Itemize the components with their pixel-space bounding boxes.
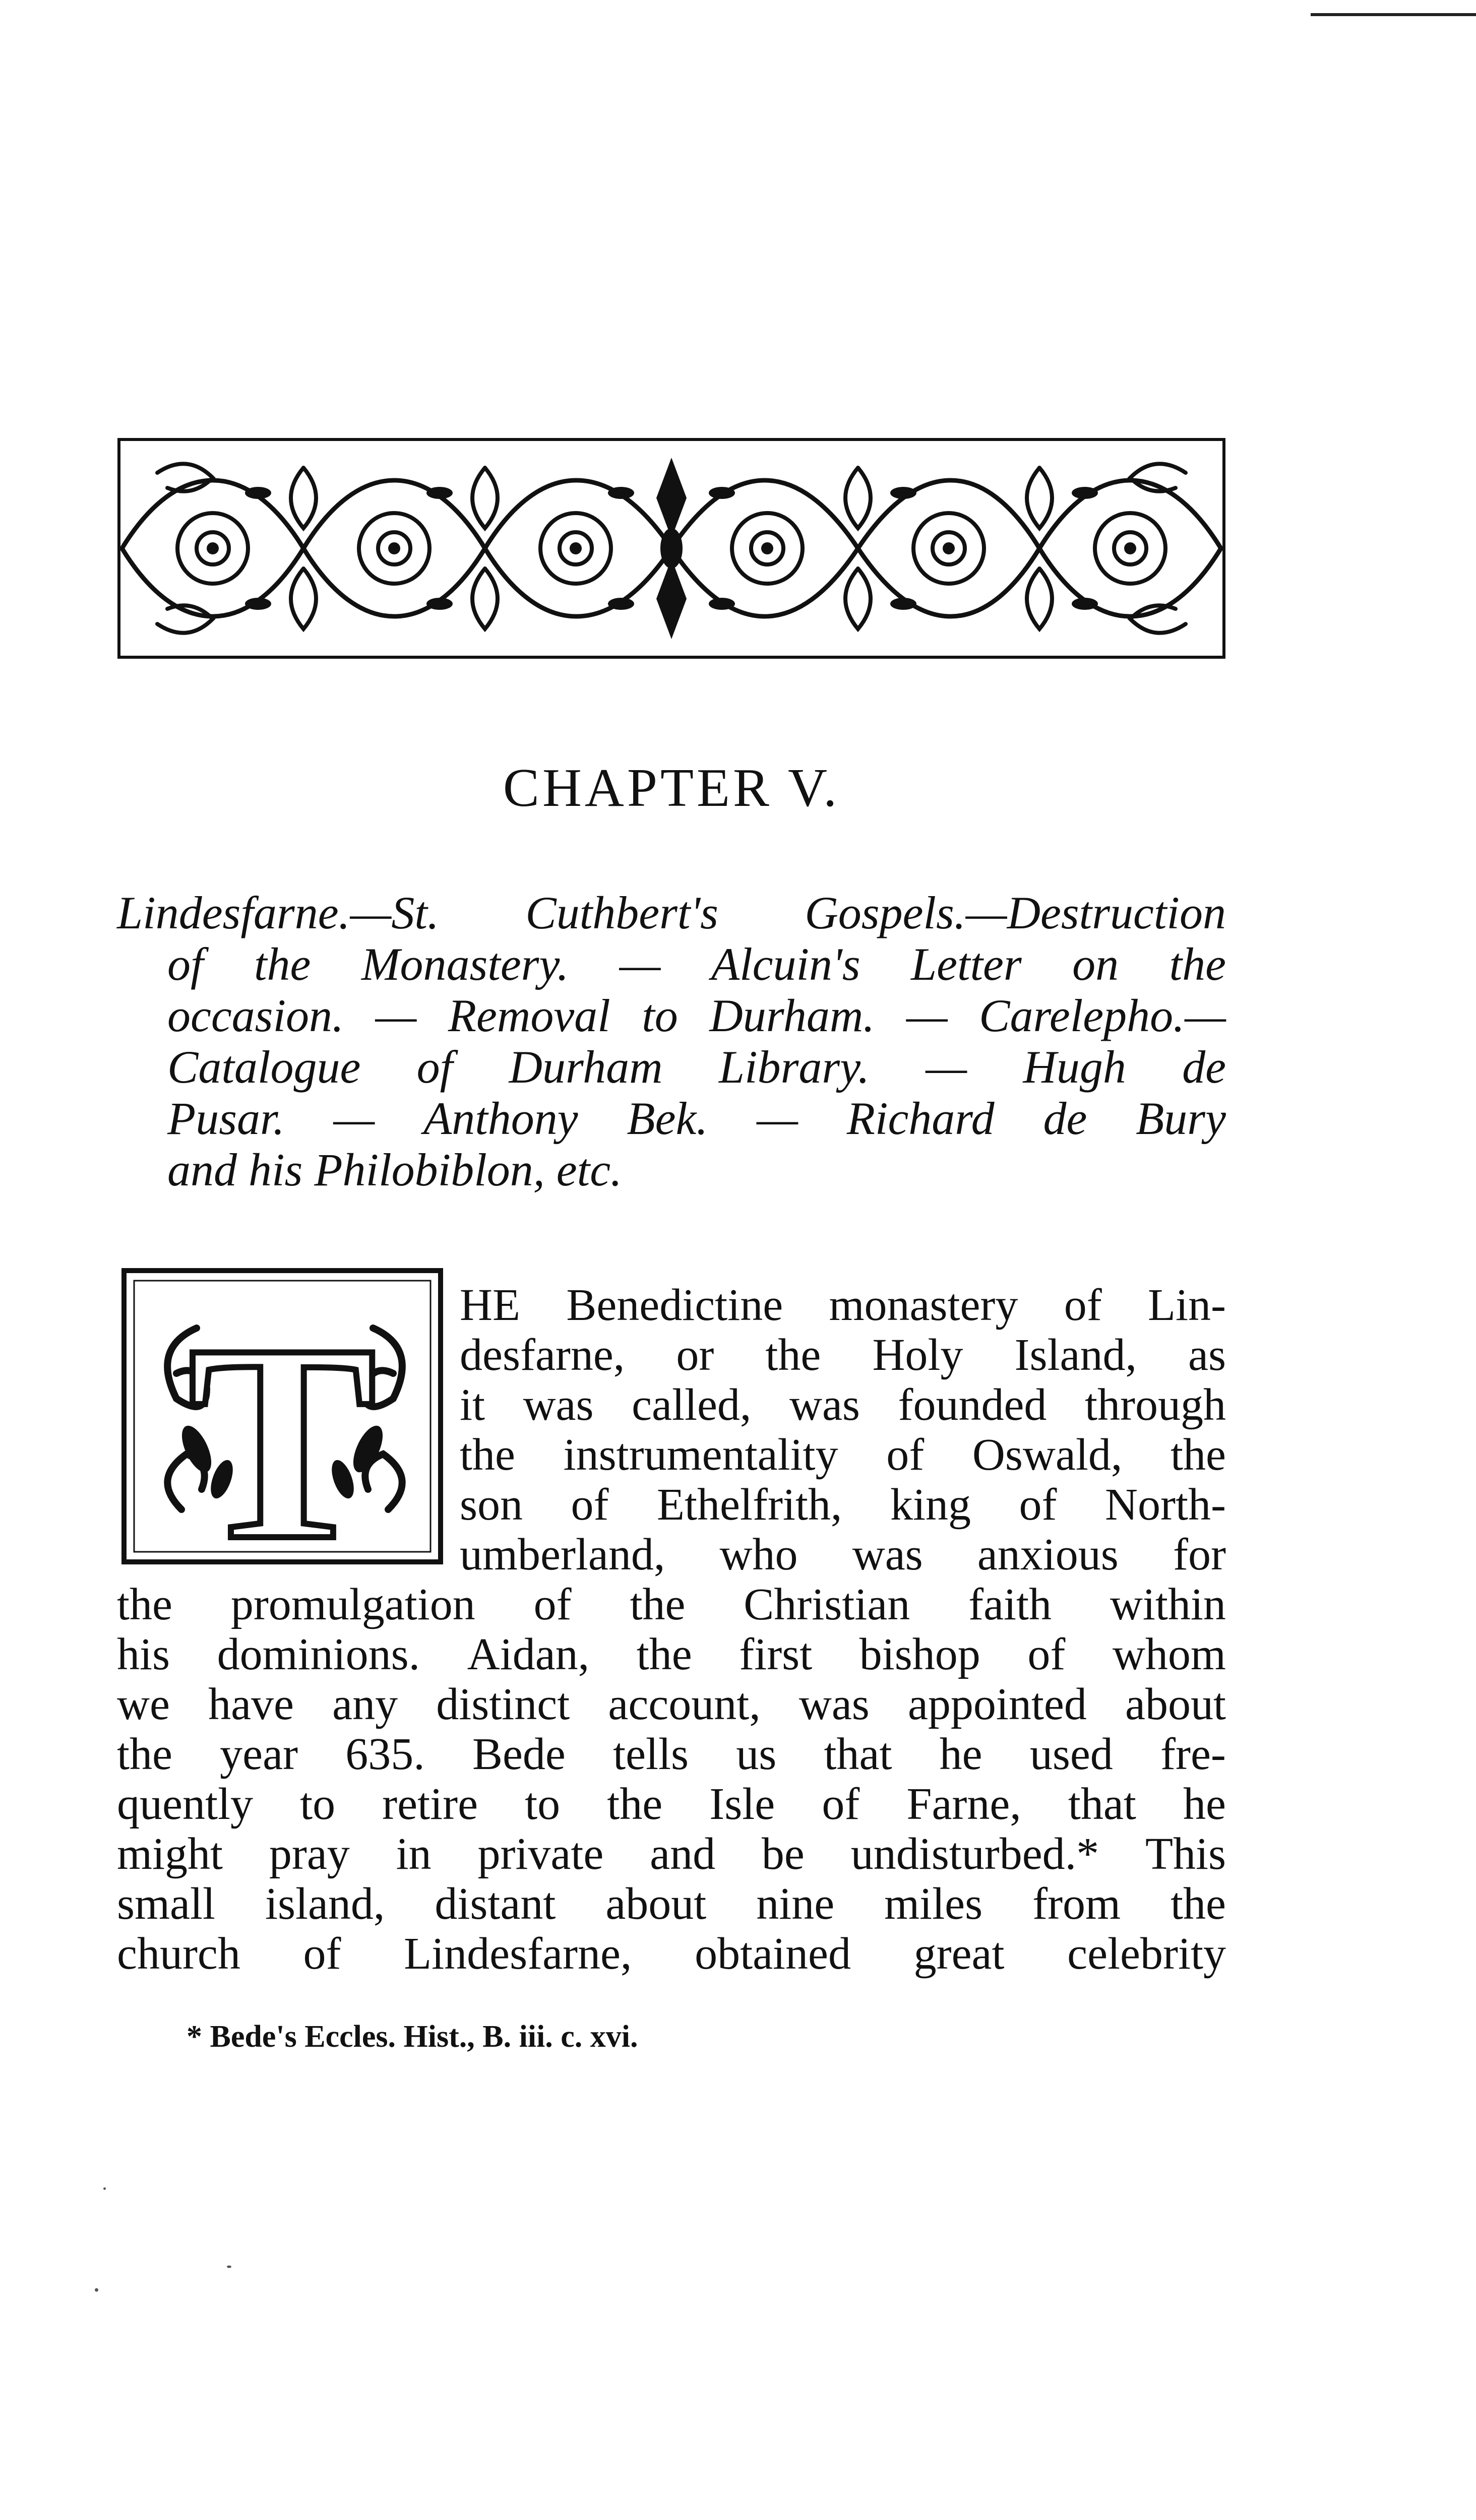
body-word: bishop — [859, 1629, 980, 1679]
summary-word: of — [416, 1041, 453, 1093]
body-word: miles — [884, 1879, 983, 1929]
body-word: appointed — [907, 1679, 1087, 1729]
body-word: he — [939, 1729, 982, 1779]
summary-word: and his Philobiblon, etc. — [167, 1144, 623, 1195]
body-word: celebrity — [1067, 1929, 1226, 1979]
summary-word: — — [619, 938, 661, 990]
body-word: of — [886, 1430, 925, 1480]
summary-word: the — [1169, 938, 1226, 990]
body-word: about — [605, 1879, 707, 1929]
body-line — [117, 1679, 1226, 1729]
body-word: that — [824, 1729, 892, 1779]
body-word: private — [477, 1829, 604, 1879]
body-word: HE — [460, 1280, 520, 1330]
body-word: instrumentality — [563, 1430, 838, 1480]
body-word: whom — [1112, 1629, 1226, 1679]
scan-speck — [227, 2265, 231, 2268]
summary-word: Library. — [718, 1041, 870, 1093]
summary-word: to — [642, 990, 678, 1041]
body-word: Island, — [1014, 1330, 1137, 1380]
summary-word: — — [757, 1093, 798, 1144]
chapter-summary — [117, 887, 1226, 1195]
chapter-title: CHAPTER V. — [503, 758, 840, 818]
summary-word: Removal — [448, 990, 610, 1041]
body-word: about — [1125, 1679, 1226, 1729]
summary-word: Monastery. — [361, 938, 569, 990]
body-word: promulgation — [230, 1580, 475, 1629]
summary-word: Letter — [910, 938, 1022, 990]
dropcap-letter: T — [188, 1286, 377, 1565]
body-word: obtained — [695, 1929, 851, 1979]
body-word: Isle — [709, 1779, 775, 1829]
body-word: any — [332, 1679, 398, 1729]
summary-word: Alcuin's — [711, 938, 860, 990]
summary-word: Durham — [509, 1041, 663, 1093]
scan-speck — [95, 2288, 98, 2292]
body-word: his — [117, 1629, 170, 1679]
summary-word: Bury — [1136, 1093, 1226, 1144]
body-word: of — [533, 1580, 572, 1629]
body-word: pray — [269, 1829, 350, 1879]
body-word: Farne, — [906, 1779, 1021, 1829]
body-word: to — [300, 1779, 336, 1829]
body-word: within — [1110, 1580, 1226, 1629]
summary-line — [117, 1144, 1226, 1195]
body-word: that — [1068, 1779, 1136, 1829]
footnote: * Bede's Eccles. Hist., B. iii. c. xvi. — [187, 2020, 638, 2054]
body-text — [117, 1280, 1226, 1979]
body-word: son — [460, 1480, 523, 1530]
body-word: Aidan, — [467, 1629, 590, 1679]
body-word: dominions. — [217, 1629, 420, 1679]
body-word: have — [208, 1679, 294, 1729]
body-word: he — [1183, 1779, 1226, 1829]
body-word: great — [913, 1929, 1005, 1979]
body-word: nine — [756, 1879, 835, 1929]
body-word: first — [739, 1629, 813, 1679]
body-word: umberland, — [460, 1530, 665, 1580]
summary-word: Hugh — [1023, 1041, 1126, 1093]
body-word: us — [736, 1729, 777, 1779]
body-word: of — [822, 1779, 860, 1829]
summary-word: on — [1072, 938, 1119, 990]
body-word: from — [1032, 1879, 1121, 1929]
summary-word: Cuthbert's — [525, 887, 718, 938]
summary-word: Richard — [846, 1093, 995, 1144]
body-word: the — [460, 1430, 515, 1480]
summary-word: Gospels.—Destruction — [805, 887, 1226, 938]
body-word: of — [1064, 1280, 1102, 1330]
summary-word: de — [1182, 1041, 1226, 1093]
body-word: it — [460, 1380, 485, 1430]
body-word: the — [636, 1629, 692, 1679]
body-word: the — [607, 1779, 663, 1829]
summary-word: the — [254, 938, 311, 990]
body-line — [117, 1629, 1226, 1679]
body-line — [117, 1580, 1226, 1629]
headpiece-ornament — [117, 437, 1226, 659]
summary-word: — — [375, 990, 417, 1041]
summary-line — [117, 990, 1226, 1041]
summary-line — [117, 938, 1226, 990]
body-word: undisturbed.* — [850, 1829, 1099, 1879]
body-line — [460, 1280, 1226, 1330]
summary-word: Catalogue — [167, 1041, 361, 1093]
body-word: for — [1173, 1530, 1226, 1580]
summary-word: Durham. — [709, 990, 875, 1041]
summary-word: — — [333, 1093, 375, 1144]
body-word: tells — [613, 1729, 689, 1779]
body-word: the — [1171, 1430, 1226, 1480]
body-word: monastery — [829, 1280, 1018, 1330]
body-word: the — [117, 1729, 172, 1779]
body-word: Lin- — [1148, 1280, 1226, 1330]
body-word: island, — [265, 1879, 385, 1929]
body-word: we — [117, 1679, 170, 1729]
body-word: used — [1029, 1729, 1113, 1779]
body-word: through — [1084, 1380, 1226, 1430]
body-word: the — [117, 1580, 172, 1629]
body-line — [117, 1729, 1226, 1779]
body-word: who — [719, 1530, 798, 1580]
body-word: be — [761, 1829, 805, 1879]
body-word: Ethelfrith, — [657, 1480, 842, 1530]
body-word: Christian — [744, 1580, 910, 1629]
body-word: was — [798, 1679, 870, 1729]
body-word: Holy — [872, 1330, 963, 1380]
summary-word: — — [906, 990, 948, 1041]
body-line — [117, 1779, 1226, 1829]
body-word: of — [1027, 1629, 1066, 1679]
body-line — [460, 1380, 1226, 1430]
body-line — [117, 1829, 1226, 1879]
page-edge-line — [1311, 13, 1476, 16]
body-word: North- — [1104, 1480, 1226, 1530]
body-word: church — [117, 1929, 240, 1979]
body-word: small — [117, 1879, 215, 1929]
body-word: king — [890, 1480, 971, 1530]
body-word: of — [303, 1929, 341, 1979]
body-line — [460, 1330, 1226, 1380]
body-word: was — [523, 1380, 594, 1430]
summary-word: Carelepho.— — [979, 990, 1226, 1041]
body-word: desfarne, — [460, 1330, 625, 1380]
body-line — [117, 1929, 1226, 1979]
summary-word: occasion. — [167, 990, 344, 1041]
body-word: was — [852, 1530, 923, 1580]
body-word: distinct — [436, 1679, 570, 1729]
body-word: to — [525, 1779, 561, 1829]
body-word: or — [676, 1330, 714, 1380]
body-word: might — [117, 1829, 223, 1879]
body-word: and — [650, 1829, 716, 1879]
summary-line — [117, 887, 1226, 938]
body-word: founded — [898, 1380, 1047, 1430]
body-word: distant — [435, 1879, 556, 1929]
summary-word: Bek. — [627, 1093, 708, 1144]
body-word: the — [765, 1330, 821, 1380]
body-line — [117, 1879, 1226, 1929]
summary-word: — — [926, 1041, 967, 1093]
body-word: faith — [968, 1580, 1052, 1629]
body-word: retire — [382, 1779, 478, 1829]
body-line — [460, 1530, 1226, 1580]
body-word: Benedictine — [566, 1280, 783, 1330]
summary-word: de — [1043, 1093, 1087, 1144]
body-word: quently — [117, 1779, 253, 1829]
body-word: year — [220, 1729, 298, 1779]
body-word: of — [571, 1480, 609, 1530]
scan-speck — [103, 2187, 106, 2190]
body-word: as — [1188, 1330, 1226, 1380]
body-word: fre- — [1160, 1729, 1226, 1779]
body-word: Lindesfarne, — [404, 1929, 632, 1979]
body-word: 635. — [345, 1729, 425, 1779]
body-line — [460, 1430, 1226, 1480]
body-word: the — [630, 1580, 686, 1629]
summary-line — [117, 1041, 1226, 1093]
body-word: account, — [608, 1679, 761, 1729]
summary-word: of — [167, 938, 204, 990]
body-word: anxious — [977, 1530, 1119, 1580]
summary-word: Lindesfarne.—St. — [117, 887, 439, 938]
body-word: of — [1019, 1480, 1057, 1530]
body-word: was — [789, 1380, 860, 1430]
body-line — [460, 1480, 1226, 1530]
summary-line — [117, 1093, 1226, 1144]
body-word: in — [396, 1829, 432, 1879]
summary-word: Anthony — [423, 1093, 578, 1144]
body-word: Bede — [472, 1729, 566, 1779]
body-word: Oswald, — [972, 1430, 1123, 1480]
body-word: This — [1145, 1829, 1226, 1879]
summary-word: Pusar. — [167, 1093, 285, 1144]
body-word: called, — [632, 1380, 752, 1430]
body-word: the — [1171, 1879, 1226, 1929]
